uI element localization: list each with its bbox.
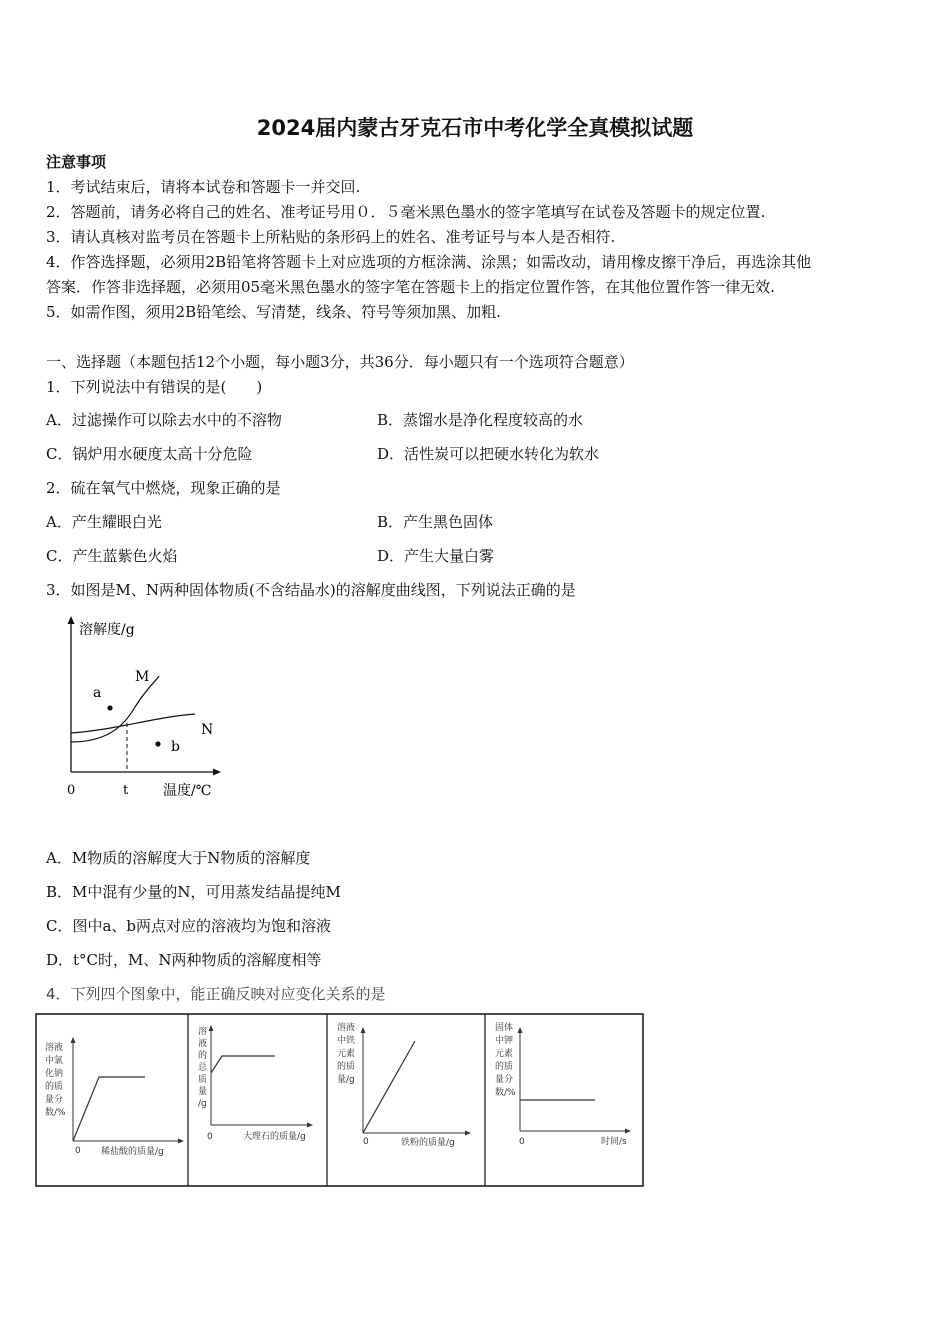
panel1-ylabel: 中氯 bbox=[45, 1056, 64, 1066]
point-b bbox=[155, 741, 160, 746]
panel2-ylabel: 量 bbox=[198, 1087, 208, 1097]
panel4-ylabel: 量分 bbox=[495, 1075, 514, 1085]
q4-graphs bbox=[35, 1013, 645, 1189]
panel2-ylabel: 质 bbox=[198, 1075, 208, 1085]
panel4-ylabel: 数/% bbox=[495, 1088, 516, 1098]
notice-item: 答案．作答非选择题，必须用05毫米黑色墨水的签字笔在答题卡上的指定位置作答，在其他位置作答一律无效. bbox=[46, 278, 775, 296]
q1-stem: 1．下列说法中有错误的是( ) bbox=[46, 378, 263, 396]
q3-option-c: C．图中a、b两点对应的溶液均为饱和溶液 bbox=[46, 917, 332, 935]
panel1-ylabel: 溶液 bbox=[45, 1043, 64, 1053]
graph-t-label: t bbox=[123, 783, 129, 798]
graph-panel-4 bbox=[495, 1021, 631, 1147]
graph-panel-2 bbox=[198, 1025, 313, 1142]
panel3-ylabel: 元素 bbox=[337, 1049, 356, 1059]
panel1-ylabel: 数/% bbox=[45, 1108, 66, 1118]
panel4-xlabel: 时间/s bbox=[601, 1137, 627, 1147]
panel2-ylabel: 溶 bbox=[198, 1027, 208, 1037]
graph-panel-1 bbox=[45, 1037, 184, 1157]
q3-option-a: A．M物质的溶解度大于N物质的溶解度 bbox=[46, 849, 311, 867]
label-n: N bbox=[201, 722, 214, 738]
panel2-ylabel: 液 bbox=[198, 1039, 208, 1049]
panel2-ylabel: /g bbox=[198, 1099, 207, 1109]
panel1-ylabel: 量分 bbox=[45, 1095, 64, 1105]
panel4-ylabel: 固体 bbox=[495, 1023, 514, 1033]
panel3-xlabel: 铁粉的质量/g bbox=[401, 1138, 455, 1148]
q2-option-c: C．产生蓝紫色火焰 bbox=[46, 547, 178, 565]
panel3-ylabel: 量/g bbox=[337, 1075, 355, 1085]
panel1-ylabel: 的质 bbox=[45, 1082, 64, 1092]
panel3-origin: 0 bbox=[363, 1137, 369, 1147]
notice-item: 3．请认真核对监考员在答题卡上所粘贴的条形码上的姓名、准考证号与本人是否相符. bbox=[46, 228, 616, 246]
graph-xlabel: 温度/℃ bbox=[163, 783, 212, 799]
solubility-graph bbox=[55, 612, 235, 802]
graph-origin: 0 bbox=[67, 783, 76, 798]
panel2-origin: 0 bbox=[207, 1132, 213, 1142]
point-a bbox=[107, 705, 112, 710]
q1-option-a: A．过滤操作可以除去水中的不溶物 bbox=[46, 411, 282, 429]
panel4-origin: 0 bbox=[519, 1137, 525, 1147]
panel3-ylabel: 溶液 bbox=[337, 1023, 356, 1033]
panel1-origin: 0 bbox=[75, 1146, 81, 1156]
q2-option-d: D．产生大量白雾 bbox=[377, 547, 495, 565]
notice-item: 4．作答选择题，必须用2B铅笔将答题卡上对应选项的方框涂满、涂黑；如需改动，请用橡皮擦干净后，再选涂其他 bbox=[46, 253, 812, 271]
q1-option-c: C．锅炉用水硬度太高十分危险 bbox=[46, 445, 253, 463]
q2-option-a: A．产生耀眼白光 bbox=[46, 513, 162, 531]
y-axis-arrow bbox=[68, 616, 75, 624]
notice-item: 5．如需作图，须用2B铅笔绘、写清楚，线条、符号等须加黑、加粗. bbox=[46, 303, 501, 321]
q3-stem: 3．如图是M、N两种固体物质(不含结晶水)的溶解度曲线图，下列说法正确的是 bbox=[46, 581, 576, 599]
panel3-ylabel: 的质 bbox=[337, 1062, 356, 1072]
label-m: M bbox=[135, 669, 150, 685]
panel3-ylabel: 中铁 bbox=[337, 1036, 356, 1046]
x-axis-arrow bbox=[213, 769, 221, 776]
q1-option-b: B．蒸馏水是净化程度较高的水 bbox=[377, 411, 584, 429]
panel1-ylabel: 化钠 bbox=[45, 1069, 64, 1079]
q3-option-b: B．M中混有少量的N，可用蒸发结晶提纯M bbox=[46, 883, 341, 901]
q3-option-d: D．t°C时，M、N两种物质的溶解度相等 bbox=[46, 951, 322, 969]
panel2-ylabel: 总 bbox=[198, 1063, 208, 1073]
section-heading: 一、选择题（本题包括12个小题，每小题3分，共36分．每小题只有一个选项符合题意） bbox=[46, 353, 634, 371]
notice-heading: 注意事项 bbox=[46, 153, 107, 171]
q2-stem: 2．硫在氧气中燃烧，现象正确的是 bbox=[46, 479, 281, 497]
panel4-ylabel: 中钾 bbox=[495, 1036, 514, 1046]
label-b: b bbox=[171, 739, 180, 755]
notice-item: 2．答题前，请务必将自己的姓名、准考证号用０．５毫米黑色墨水的签字笔填写在试卷及答题卡的规定位置. bbox=[46, 203, 766, 221]
graph-ylabel: 溶解度/g bbox=[79, 622, 135, 638]
panel3-line bbox=[363, 1041, 415, 1133]
panel2-xlabel: 大理石的质量/g bbox=[243, 1132, 306, 1142]
panel1-xlabel: 稀盐酸的质量/g bbox=[101, 1147, 164, 1157]
curve-n bbox=[71, 714, 195, 733]
q1-option-d: D．活性炭可以把硬水转化为软水 bbox=[377, 445, 600, 463]
page-title: 2024届内蒙古牙克石市中考化学全真模拟试题 bbox=[256, 116, 694, 140]
label-a: a bbox=[93, 685, 102, 701]
panel1-line bbox=[73, 1077, 145, 1141]
graph-panel-3 bbox=[337, 1021, 471, 1148]
q4-stem: 4．下列四个图象中，能正确反映对应变化关系的是 bbox=[46, 985, 386, 1003]
panel2-ylabel: 的 bbox=[198, 1051, 208, 1061]
panel4-ylabel: 的质 bbox=[495, 1062, 514, 1072]
q2-option-b: B．产生黑色固体 bbox=[377, 513, 494, 531]
panel4-ylabel: 元素 bbox=[495, 1049, 514, 1059]
notice-item: 1．考试结束后，请将本试卷和答题卡一并交回. bbox=[46, 178, 361, 196]
panel2-line bbox=[211, 1056, 275, 1073]
